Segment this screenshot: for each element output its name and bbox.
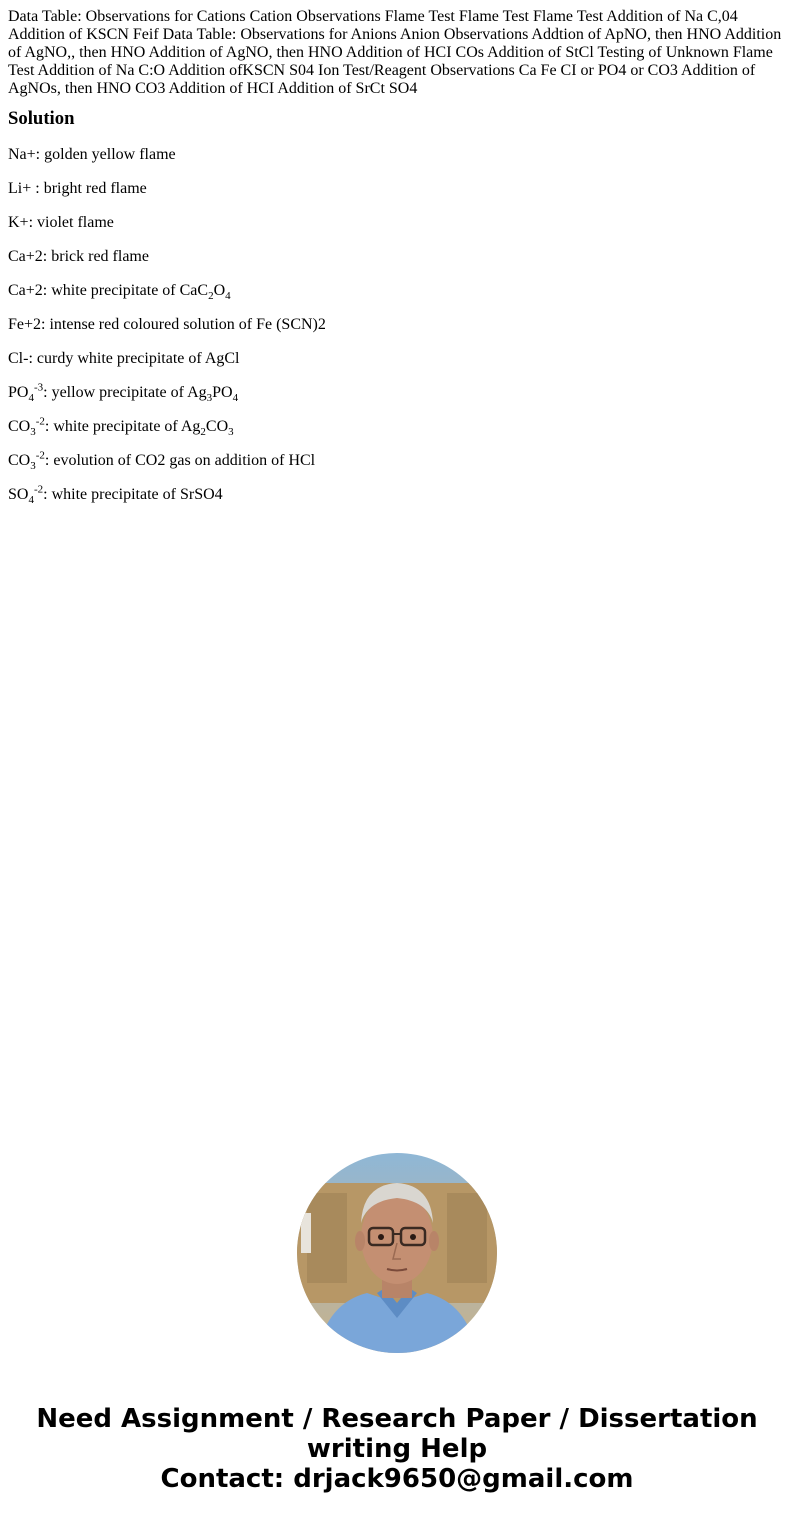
answer-na: Na+: golden yellow flame xyxy=(8,146,176,163)
subscript: 4 xyxy=(28,392,34,405)
subscript: 3 xyxy=(228,426,234,439)
answer-k: K+: violet flame xyxy=(8,214,114,231)
footer-line-2: writing Help xyxy=(306,1434,488,1464)
subscript: 4 xyxy=(232,392,239,405)
footer-line-1: Need Assignment / Research Paper / Dissertation xyxy=(36,1404,758,1434)
answer-text: : white precipitate of SrSO4 xyxy=(43,486,223,503)
promo-footer xyxy=(0,1404,794,1494)
ion-formula: CO xyxy=(8,418,31,435)
answer-co3-ag xyxy=(8,417,786,437)
answer-text: : evolution of CO2 gas on addition of HCl xyxy=(44,452,316,469)
ion-formula: SO xyxy=(8,486,29,503)
subscript: 2 xyxy=(208,290,214,303)
answer-so4 xyxy=(8,485,786,505)
subscript: 3 xyxy=(30,460,36,473)
ion-charge: -2 xyxy=(33,483,44,496)
answer-cl: Cl-: curdy white precipitate of AgCl xyxy=(8,350,240,367)
ion-formula: CO xyxy=(8,452,31,469)
ion-charge: -3 xyxy=(33,381,44,394)
answer-text: : yellow precipitate of Ag xyxy=(43,384,207,401)
answer-co3-hcl xyxy=(8,451,786,471)
answer-fe: Fe+2: intense red coloured solution of Fe (SCN)2 xyxy=(8,316,326,333)
answer-ca-flame: Ca+2: brick red flame xyxy=(8,248,149,265)
tutor-photo xyxy=(297,1153,497,1353)
answer-text: : white precipitate of Ag xyxy=(44,418,201,435)
ion-charge: -2 xyxy=(35,449,45,462)
formula-part: O xyxy=(213,282,226,299)
answer-ca-precipitate xyxy=(8,281,786,301)
solution-heading: Solution xyxy=(8,108,75,129)
question-text: Data Table: Observations for Cations Cation Observations Flame Test Flame Test Flame Test Addition of Na C,04 Addition of KSCN Feif Data Table: Observations for Anions Anion Observations Addtion of ApNO, then HNO Addition of AgNO,, then HNO Addition of AgNO, then HNO Addition of HCI COs Addition of StCl Testing of Unknown Flame Test Addition of Na C:O Addition ofKSCN S04 Ion Test/Reagent Observations Ca Fe CI or PO4 or CO3 Addition of AgNOs, then HNO CO3 Addition of HCI Addition of SrCt SO4 xyxy=(8,8,782,97)
subscript: 2 xyxy=(200,426,206,439)
answer-li: Li+ : bright red flame xyxy=(8,180,147,197)
answer-po4 xyxy=(8,383,786,403)
tutor-avatar xyxy=(297,1153,497,1353)
footer-contact[interactable]: Contact: drjack9650@gmail.com xyxy=(160,1464,634,1494)
formula-part: PO xyxy=(212,384,233,401)
ion-charge: -2 xyxy=(35,415,45,428)
document-body xyxy=(0,0,794,505)
formula-part: CO xyxy=(205,418,229,435)
subscript: 3 xyxy=(30,426,36,439)
answer-ca-text: Ca+2: white precipitate of CaC xyxy=(8,282,209,299)
subscript: 3 xyxy=(206,392,213,405)
ion-formula: PO xyxy=(8,384,29,401)
subscript: 4 xyxy=(28,494,34,507)
subscript: 4 xyxy=(225,290,231,303)
